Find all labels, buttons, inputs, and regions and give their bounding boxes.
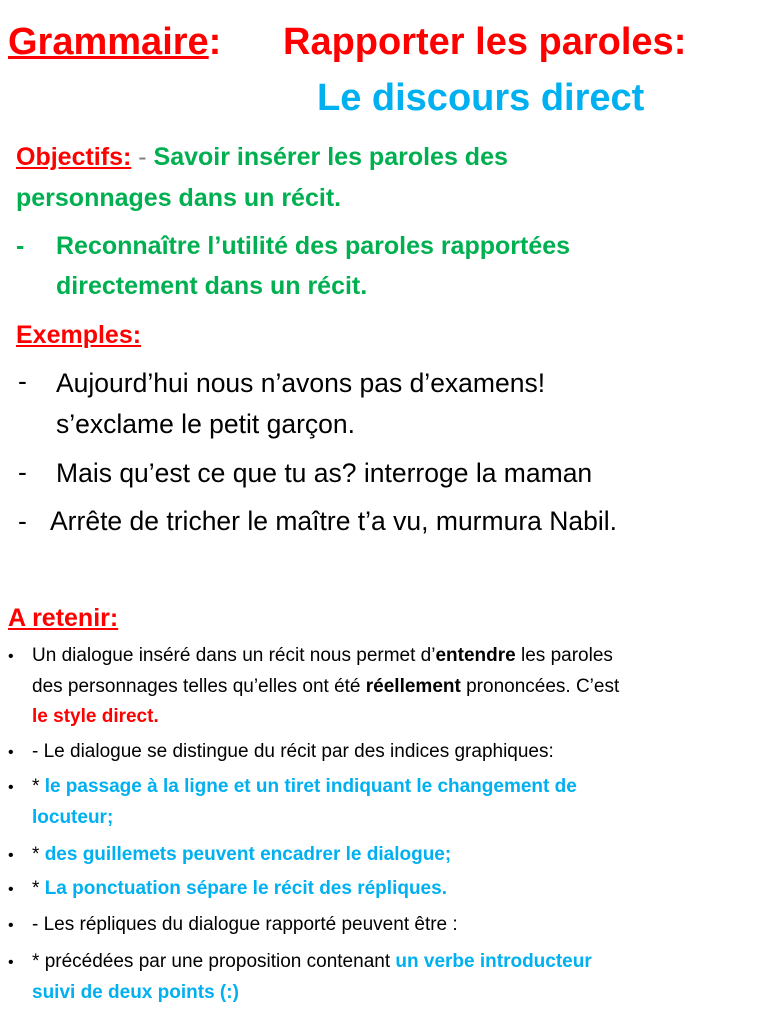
exemple-1-line-1: Aujourd’hui nous n’avons pas d’examens! — [56, 368, 546, 398]
exemple-1-dash: - — [18, 366, 27, 396]
title-colon: : — [208, 21, 222, 63]
retenir-p5-star: * — [32, 878, 45, 899]
title-grammaire: Grammaire — [8, 21, 209, 63]
bullet-6: • — [8, 917, 14, 934]
subtitle: Le discours direct — [317, 77, 645, 119]
retenir-p7-line-1 — [32, 951, 592, 973]
bullet-2: • — [8, 744, 14, 761]
retenir-p5: La ponctuation sépare le récit des répliques. — [44, 878, 447, 899]
retenir-p3-b: locuteur; — [32, 807, 114, 828]
retenir-label: A retenir: — [8, 604, 119, 632]
exemple-2-dash: - — [18, 457, 27, 487]
retenir-p1-style-direct: le style direct. — [32, 706, 159, 727]
objectifs-second-dash: - — [16, 232, 25, 260]
exemple-2-line-1: Mais qu’est ce que tu as? interroge la maman — [56, 458, 593, 488]
retenir-p1-line-2 — [32, 676, 619, 698]
retenir-p2: - Le dialogue se distingue du récit par des indices graphiques: — [32, 741, 554, 762]
retenir-p1-a: Un dialogue inséré dans un récit nous permet d’ — [32, 645, 436, 666]
bullet-3: • — [8, 779, 14, 796]
retenir-p6: - Les répliques du dialogue rapporté peuvent être : — [32, 914, 458, 935]
exemple-3-dash: - — [18, 506, 27, 536]
retenir-p5-line — [32, 878, 447, 900]
retenir-p7-star: * — [32, 951, 45, 972]
retenir-p1-entendre: entendre — [435, 645, 516, 666]
objectifs-dash: - — [131, 143, 154, 171]
page-title — [8, 21, 221, 64]
objectifs-first-a: Savoir insérer les paroles des — [153, 143, 508, 171]
retenir-p1-f: prononcées. C’est — [460, 676, 620, 697]
objectifs-line-1 — [16, 143, 508, 172]
retenir-p1-c: les paroles — [515, 645, 613, 666]
retenir-p1-reellement: réellement — [365, 676, 461, 697]
bullet-4: • — [8, 847, 14, 864]
retenir-p7-b: un verbe introducteur — [395, 951, 592, 972]
objectifs-second-a: Reconnaître l’utilité des paroles rapportées — [56, 232, 571, 260]
retenir-p1-d: des personnages telles qu’elles ont été — [32, 676, 366, 697]
bullet-7: • — [8, 954, 14, 971]
retenir-p3-a: le passage à la ligne et un tiret indiquant le changement de — [44, 776, 577, 797]
objectifs-second-b: directement dans un récit. — [56, 272, 368, 300]
objectifs-first-b: personnages dans un récit. — [16, 184, 342, 212]
retenir-p4-line — [32, 844, 451, 866]
bullet-5: • — [8, 881, 14, 898]
exemple-1-line-2: s’exclame le petit garçon. — [56, 409, 356, 439]
retenir-p3-star: * — [32, 776, 45, 797]
retenir-p1-line-1 — [32, 645, 613, 667]
title-rapporter: Rapporter les paroles: — [283, 21, 687, 63]
retenir-p7-a: précédées par une proposition contenant — [44, 951, 396, 972]
retenir-p7-c: suivi de deux points (:) — [32, 982, 239, 1003]
retenir-p4: des guillemets peuvent encadrer le dialogue; — [44, 844, 452, 865]
bullet-1: • — [8, 648, 14, 665]
objectifs-label: Objectifs: — [16, 143, 132, 171]
retenir-p4-star: * — [32, 844, 45, 865]
exemple-3-line-1: Arrête de tricher le maître t’a vu, murmura Nabil. — [50, 506, 617, 536]
exemples-label: Exemples: — [16, 321, 142, 349]
retenir-p3-line-1 — [32, 776, 577, 798]
